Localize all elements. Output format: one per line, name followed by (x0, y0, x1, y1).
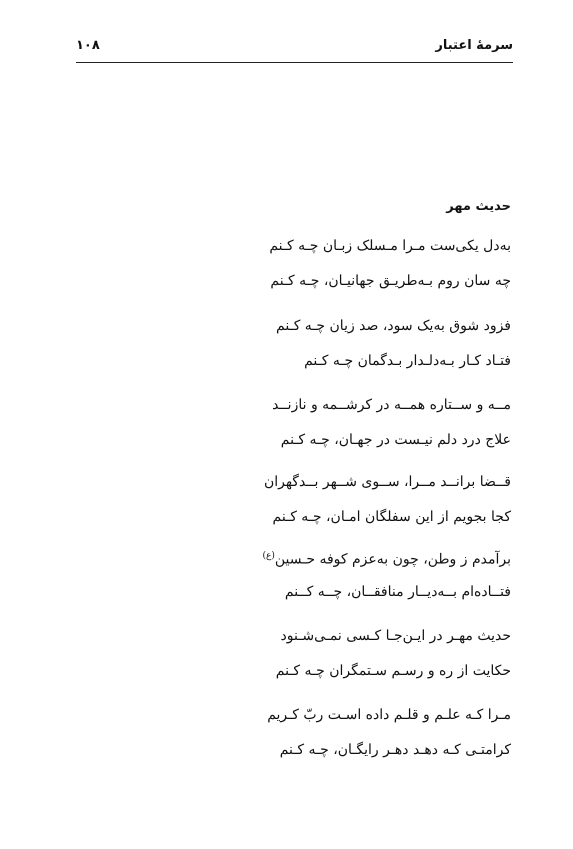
verse-line: حدیث مهـر در ایـن‌جـا کـسی نمـی‌شـنود (280, 628, 511, 644)
verse-line: مـرا کـه علـم و قلـم داده اسـت ربّ کـریم (267, 707, 511, 723)
verse-line: فتــادەام بــه‌دیــار منافقــان، چــه کــنم (284, 584, 511, 600)
running-title: سرمهٔ اعتبار (435, 38, 513, 53)
page-number: ۱۰۸ (76, 38, 100, 53)
verse-line: مــه و ســتاره همــه در کرشــمه و نازنــد (272, 397, 511, 413)
header-rule (76, 62, 513, 63)
page-header (76, 38, 513, 58)
verse-line: فزود شوق به‌یک سود، صد زیان چـه کـنم (276, 318, 511, 334)
verse-line-text: برآمدم ز وطن، چون به‌عزم کوفه حـسین (274, 551, 511, 568)
verse-line: فتـاد کـار بـه‌دلـدار بـدگمان چـه کـنم (304, 353, 511, 369)
verse-line: کجا بجویم از این سفلگان امـان، چـه کـنم (272, 509, 511, 525)
verse-line: به‌دل یکی‌ست مـرا مـسلک زبـان چـه کـنم (269, 238, 511, 254)
verse-line: چه سان روم بـه‌طریـق جهانیـان، چـه کـنم (270, 273, 511, 289)
honorific-mark: (ع) (262, 551, 275, 561)
verse-line: قــضا برانــد مــرا، ســوی شــهر بــدگهران (263, 474, 511, 490)
verse-line: حکایت از ره و رسـم سـتمگران چـه کـنم (275, 663, 511, 679)
verse-line: علاج درد دلم نیـست در جهـان، چـه کـنم (280, 432, 511, 448)
verse-line: کرامتـی کـه دهـد دهـر رایگـان، چـه کـنم (279, 742, 511, 758)
poem-title: حدیث مهر (446, 199, 511, 214)
verse-line-with-note (262, 546, 511, 570)
